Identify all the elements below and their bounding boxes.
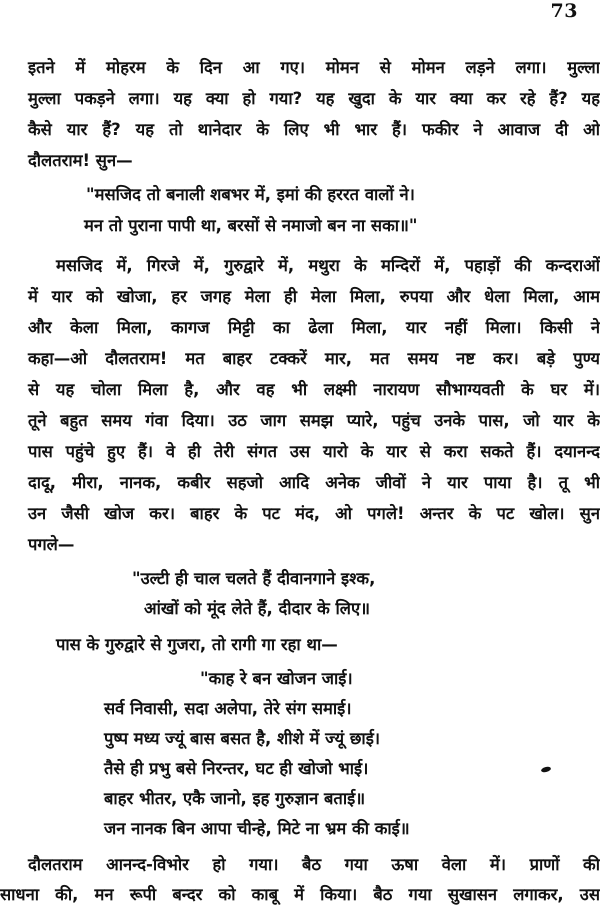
paragraph-2-line-6: तूने बहुत समय गंवा दिया। उठ जाग समझ प्यारे, पहुंच उनके पास, जो यार के	[28, 411, 600, 430]
paragraph-2-line-1: मसजिद में, गिरजे में, गुरुद्वारे में, मथुरा के मन्दिरों में, पहाड़ों की कन्दराओं	[56, 256, 600, 275]
quote-1-line-2: मन तो पुराना पापी था, बरसों से नमाजो बन ना सका॥"	[84, 216, 418, 235]
paragraph-2-line-7: पास पहुंचे हुए हैं। वे ही तेरी संगत उस यारो के यार से करा सकते हैं। दयानन्द	[28, 442, 600, 461]
paragraph-3-line-1: दौलतराम आनन्द-विभोर हो गया। बैठ गया ऊषा वेला में। प्राणों की	[28, 855, 600, 874]
hymn-line-6: जन नानक बिन आपा चीन्हे, मिटे ना भ्रम की काई॥	[104, 819, 410, 838]
ink-mark	[541, 766, 552, 773]
quote-1-line-1: "मसजिद तो बनाली शबभर में, इमां की हररत वालों ने।	[86, 185, 415, 204]
hymn-line-3: पुष्प मध्य ज्यूं बास बसत है, शीशे में ज्यूं छाई।	[104, 729, 381, 748]
paragraph-2-line-4: कहा—ओ दौलतराम! मत बाहर टक्करें मार, मत समय नष्ट कर। बड़े पुण्य	[28, 349, 600, 368]
paragraph-2-line-10: पगले—	[28, 535, 75, 554]
hymn-line-2: सर्व निवासी, सदा अलेपा, तेरे संग समाई।	[104, 699, 352, 718]
paragraph-2-line-3: और केला मिला, कागज मिट्टी का ढेला मिला, यार नहीं मिला। किसी ने	[28, 318, 600, 337]
paragraph-2-line-5: से यह चोला मिला है, और वह भी लक्ष्मी नारायण सौभाग्यवती के घर में।	[28, 380, 600, 399]
hymn-line-5: बाहर भीतर, एकै जानो, इह गुरुज्ञान बताई॥	[104, 789, 366, 808]
hymn-line-1: "काह रे बन खोजन जाई।	[200, 669, 353, 688]
paragraph-2-line-9: उन जैसी खोज कर। बाहर के पट मंद, ओ पगले! अन्तर के पट खोल। सुन	[28, 504, 600, 523]
paragraph-1-line-3: कैसे यार हैं? यह तो थानेदार के लिए भी भार हैं। फकीर ने आवाज दी ओ	[28, 120, 600, 139]
paragraph-2-line-8: दादू, मीरा, नानक, कबीर सहजो आदि अनेक जीवों ने यार पाया है। तू भी	[28, 473, 600, 492]
paragraph-1-line-1: इतने में मोहरम के दिन आ गए। मोमन से मोमन लड़ने लगा। मुल्ला	[28, 58, 600, 77]
paragraph-2-line-2: में यार को खोजा, हर जगह मेला ही मेला मिला, रुपया और धेला मिला, आम	[28, 287, 600, 306]
page-number: 73	[550, 0, 578, 22]
transition-line: पास के गुरुद्वारे से गुजरा, तो रागी गा रहा था—	[56, 635, 338, 654]
paragraph-3-line-2: साधना की, मन रूपी बन्दर को काबू में किया। बैठ गया सुखासन लगाकर, उस	[0, 885, 600, 904]
quote-2-line-2: आंखों को मूंद लेते हैं, दीदार के लिए॥	[144, 599, 370, 618]
paragraph-1-line-2: मुल्ला पकड़ने लगा। यह क्या हो गया? यह खुदा के यार क्या कर रहे हैं? यह	[28, 89, 600, 108]
quote-2-line-1: "उल्टी ही चाल चलते हैं दीवानगाने इश्क,	[132, 569, 376, 588]
hymn-line-4: तैसे ही प्रभु बसे निरन्तर, घट ही खोजो भाई।	[104, 759, 369, 778]
paragraph-1-line-4: दौलतराम! सुन—	[28, 151, 133, 170]
